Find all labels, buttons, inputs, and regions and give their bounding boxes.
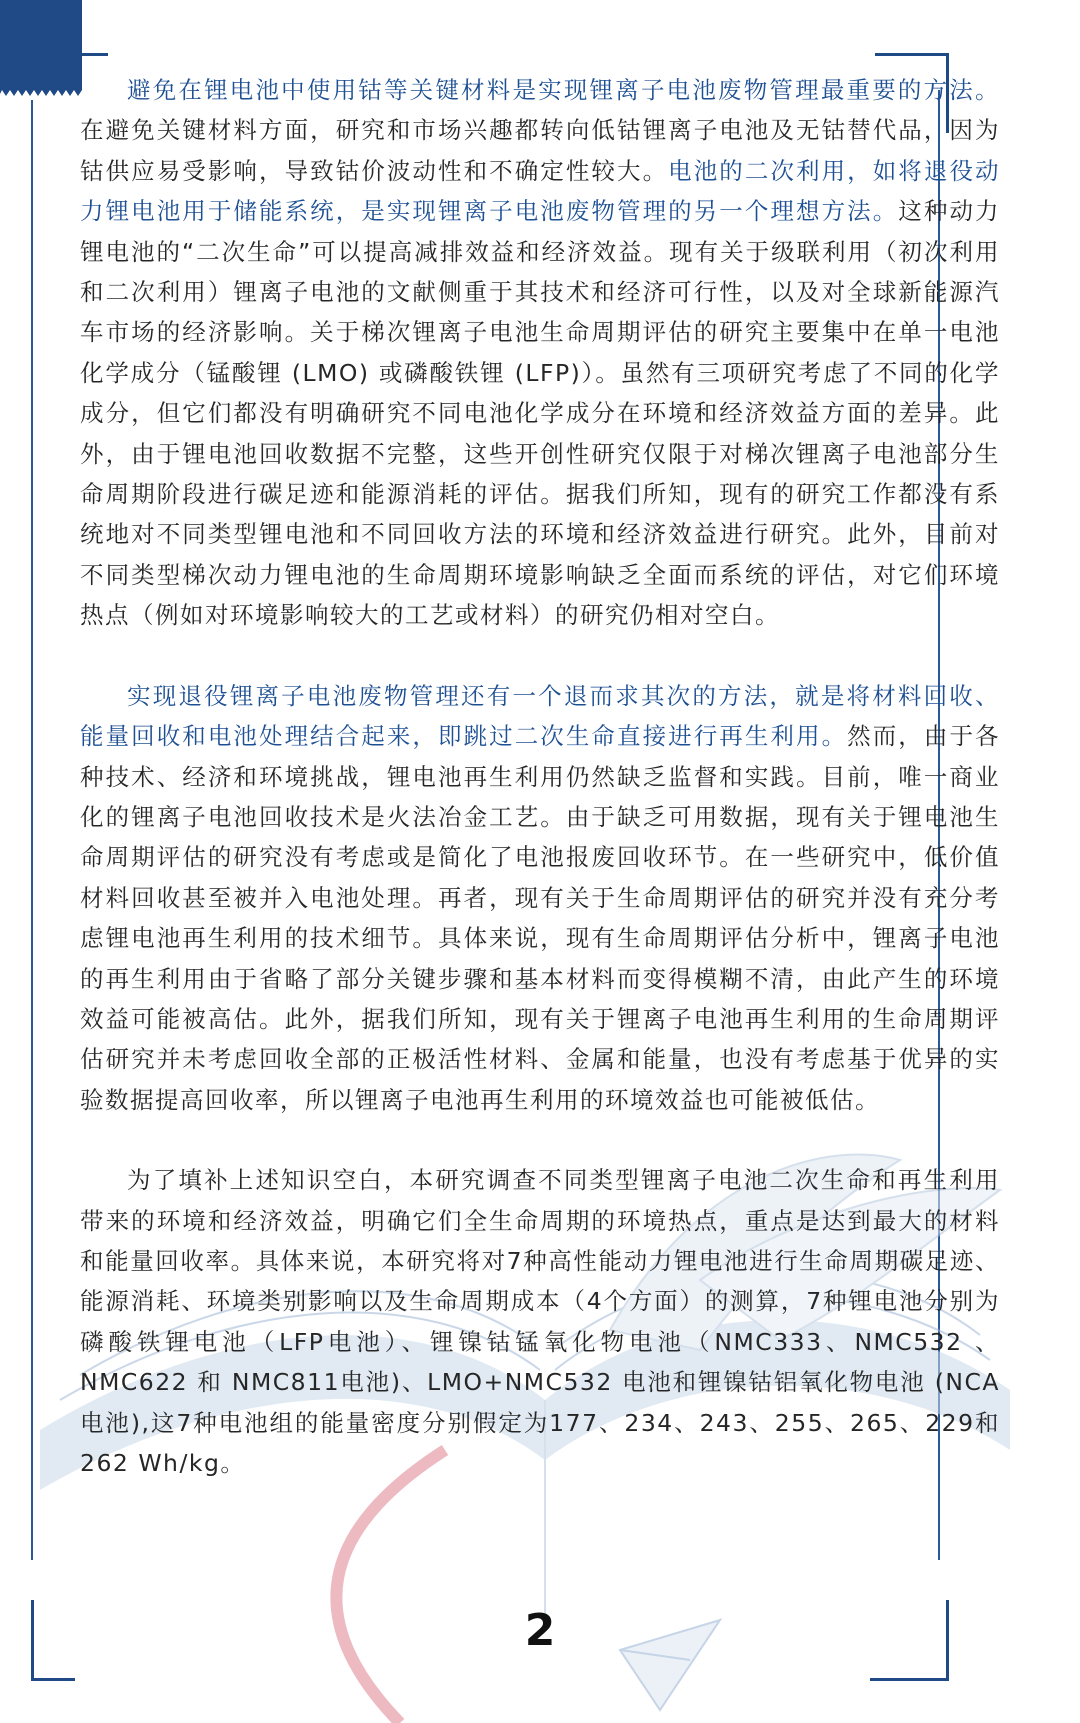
page-number: 2 [524,1605,556,1656]
paragraph-1 [80,70,1000,636]
frame-top-right [875,53,947,56]
highlight-text: 避免在锂电池中使用钴等关键材料是实现锂离子电池废物管理最重要的方法。 [127,76,1000,104]
body-text: 然而，由于各种技术、经济和环境挑战，锂电池再生利用仍然缺乏监督和实践。目前，唯一商业化的锂离子电池回收技术是火法冶金工艺。由于缺乏可用数据，现有关于锂电池生命周期评估的研究没有考虑或是简化了电池报废回收环节。在一些研究中，低价值材料回收甚至被并入电池处理。再者，现有关于生命周期评估的研究并没有充分考虑锂电池再生利用的技术细节。具体来说，现有生命周期评估分析中，锂离子电池的再生利用由于省略了部分关键步骤和基本材料而变得模糊不清，由此产生的环境效益可能被高估。此外，据我们所知，现有关于锂离子电池再生利用的生命周期评估研究并未考虑回收全部的正极活性材料、金属和能量，也没有考虑基于优异的实验数据提高回收率，所以锂离子电池再生利用的环境效益也可能被低估。 [80,722,1001,1114]
article-body [80,70,1000,1483]
highlight-text: 电池的二次利用，如将退役动力锂电池用于储能系统，是实现锂离子电池废物管理的另一个理想方法。 [80,156,1001,226]
body-text: 这种动力锂电池的“二次生命”可以提高减排效益和经济效益。现有关于级联利用（初次利用和二次利用）锂离子电池的文献侧重于其技术和经济可行性，以及对全球新能源汽车市场的经济影响。关于梯次锂离子电池生命周期评估的研究主要集中在单一电池化学成分（锰酸锂 (LMO) 或磷酸铁锂 (LFP)）。虽然有三项研究考虑了不同的化学成分，但它们都没有明确研究不同电池化学成分在环境和经济效益方面的差异。此外，由于锂电池回收数据不完整，这些开创性研究仅限于对梯次锂离子电池部分生命周期阶段进行碳足迹和能源消耗的评估。据我们所知，现有的研究工作都没有系统地对不同类型锂电池和不同回收方法的环境和经济效益进行研究。此外，目前对不同类型梯次动力锂电池的生命周期环境影响缺乏全面而系统的评估，对它们环境热点（例如对环境影响较大的工艺或材料）的研究仍相对空白。 [80,197,1001,630]
body-text: 在避免关键材料方面，研究和市场兴趣都转向低钴锂离子电池及无钴替代品，因为钴供应易受影响，导致钴价波动性和不确定性较大。 [80,116,1000,185]
frame-top-left [82,53,108,56]
paragraph-3 [80,1160,1000,1483]
highlight-text: 实现退役锂离子电池废物管理还有一个退而求其次的方法，就是将材料回收、能量回收和电池处理结合起来，即跳过二次生命直接进行再生利用。 [80,681,1000,751]
corner-tab-decoration [0,0,90,100]
body-text: 为了填补上述知识空白，本研究调查不同类型锂离子电池二次生命和再生利用带来的环境和经济效益，明确它们全生命周期的环境热点，重点是达到最大的材料和能量回收率。具体来说，本研究将对7种高性能动力锂电池进行生命周期碳足迹、能源消耗、环境类别影响以及生命周期成本（4个方面）的测算，7种锂电池分别为磷酸铁锂电池（LFP电池）、锂镍钴锰氧化物电池（NMC333、NMC532 、NMC622 和 NMC811电池)、LMO+NMC532 电池和锂镍钴铝氧化物电池 (NCA电池),这7种电池组的能量密度分别假定为177、234、243、255、265、229和262 Wh/kg。 [80,1166,1000,1477]
paragraph-2 [80,676,1000,1120]
